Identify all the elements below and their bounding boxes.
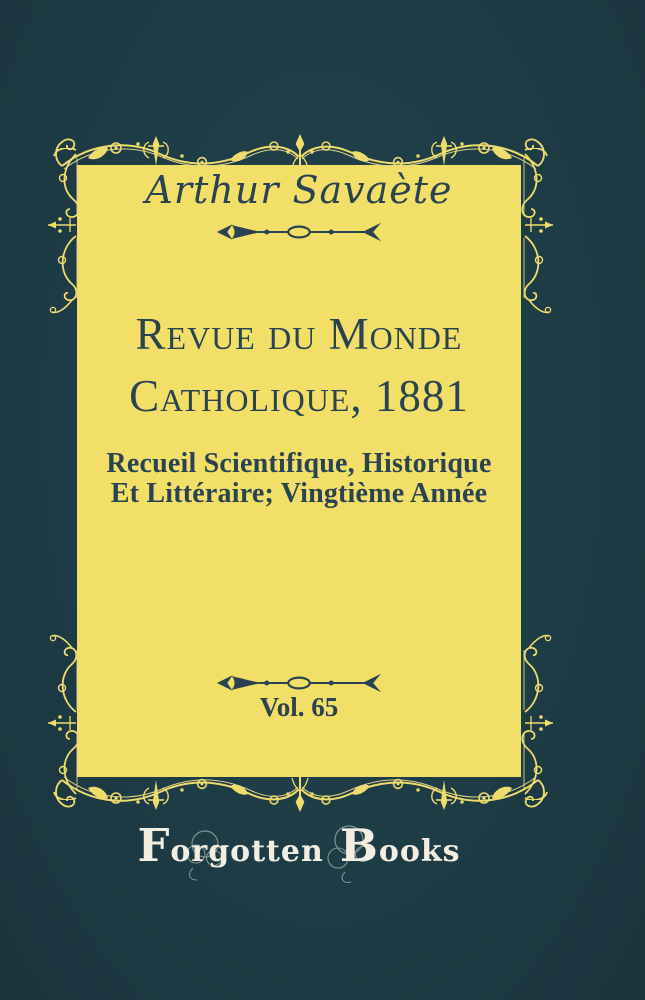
filigree-corner-bottom-left-icon bbox=[46, 628, 80, 800]
volume-label: Vol. 65 bbox=[259, 692, 339, 722]
publisher-logo bbox=[77, 818, 521, 890]
author-name: Arthur Savaète bbox=[145, 168, 453, 212]
title-line-1: Revue du Monde bbox=[135, 309, 463, 359]
subtitle-line-1: Recueil Scientifique, Historique bbox=[106, 448, 492, 479]
book-title bbox=[77, 303, 521, 427]
subtitle-line-2: Et Littéraire; Vingtième Année bbox=[110, 478, 488, 509]
filigree-corner-top-left-icon bbox=[46, 148, 80, 320]
book-subtitle bbox=[77, 449, 521, 509]
publisher-word-2: Books bbox=[339, 819, 461, 872]
title-line-2: Catholique, 1881 bbox=[129, 371, 469, 421]
arrow-divider-icon bbox=[77, 220, 521, 244]
publisher-word-1: Forgotten bbox=[137, 819, 324, 872]
publisher-name bbox=[77, 819, 521, 872]
filigree-corner-top-right-icon bbox=[521, 148, 555, 320]
filigree-corner-bottom-right-icon bbox=[521, 628, 555, 800]
